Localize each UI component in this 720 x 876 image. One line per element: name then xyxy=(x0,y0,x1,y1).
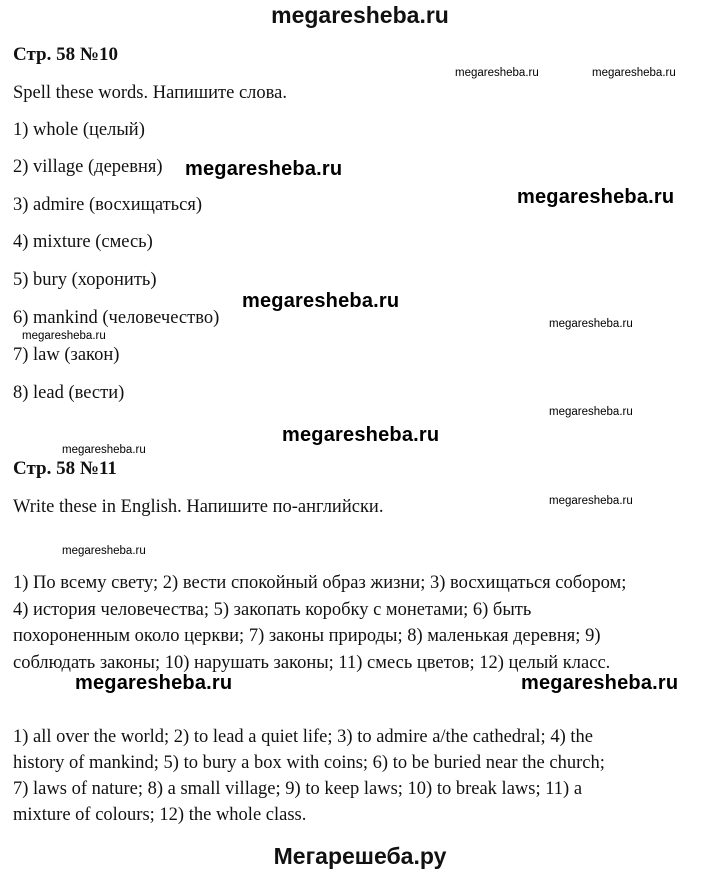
watermark: megaresheba.ru xyxy=(62,444,146,456)
word-item: 6) mankind (человечество) xyxy=(13,308,220,328)
watermark: megaresheba.ru xyxy=(282,424,440,446)
exercise-11-instruction: Write these in English. Напишите по-английски. xyxy=(13,497,384,517)
english-answer-line: history of mankind; 5) to bury a box with coins; 6) to be buried near the church; xyxy=(13,753,605,773)
word-item: 4) mixture (смесь) xyxy=(13,232,153,252)
watermark: megaresheba.ru xyxy=(549,318,633,330)
watermark: megaresheba.ru xyxy=(455,67,539,79)
watermark: megaresheba.ru xyxy=(549,495,633,507)
russian-text-line: 4) история человечества; 5) закопать коробку с монетами; 6) быть xyxy=(13,600,532,620)
footer-site-name: Мегарешеба.ру xyxy=(273,843,447,869)
watermark: megaresheba.ru xyxy=(185,158,343,180)
watermark: megaresheba.ru xyxy=(521,672,679,694)
word-item: 5) bury (хоронить) xyxy=(13,270,157,290)
word-item: 1) whole (целый) xyxy=(13,120,145,140)
watermark: megaresheba.ru xyxy=(592,67,676,79)
watermark: megaresheba.ru xyxy=(517,186,675,208)
watermark: megaresheba.ru xyxy=(22,330,106,342)
exercise-10-instruction: Spell these words. Напишите слова. xyxy=(13,83,287,103)
watermark: megaresheba.ru xyxy=(62,545,146,557)
english-answer-line: 7) laws of nature; 8) a small village; 9) to keep laws; 10) to break laws; 11) a xyxy=(13,779,583,799)
site-title: megaresheba.ru xyxy=(271,2,449,28)
exercise-11-heading: Стр. 58 №11 xyxy=(13,458,117,479)
word-item: 3) admire (восхищаться) xyxy=(13,195,203,215)
english-answer-line: mixture of colours; 12) the whole class. xyxy=(13,805,307,825)
russian-text-line: соблюдать законы; 10) нарушать законы; 11) смесь цветов; 12) целый класс. xyxy=(13,653,611,673)
word-item: 2) village (деревня) xyxy=(13,157,163,177)
exercise-10-heading: Стр. 58 №10 xyxy=(13,44,118,65)
russian-text-line: 1) По всему свету; 2) вести спокойный образ жизни; 3) восхищаться собором; xyxy=(13,573,627,593)
watermark: megaresheba.ru xyxy=(549,406,633,418)
russian-text-line: похороненным около церкви; 7) законы природы; 8) маленькая деревня; 9) xyxy=(13,626,601,646)
watermark: megaresheba.ru xyxy=(242,290,400,312)
word-item: 7) law (закон) xyxy=(13,345,120,365)
english-answer-line: 1) all over the world; 2) to lead a quiet life; 3) to admire a/the cathedral; 4) the xyxy=(13,727,593,747)
watermark: megaresheba.ru xyxy=(75,672,233,694)
word-item: 8) lead (вести) xyxy=(13,383,125,403)
